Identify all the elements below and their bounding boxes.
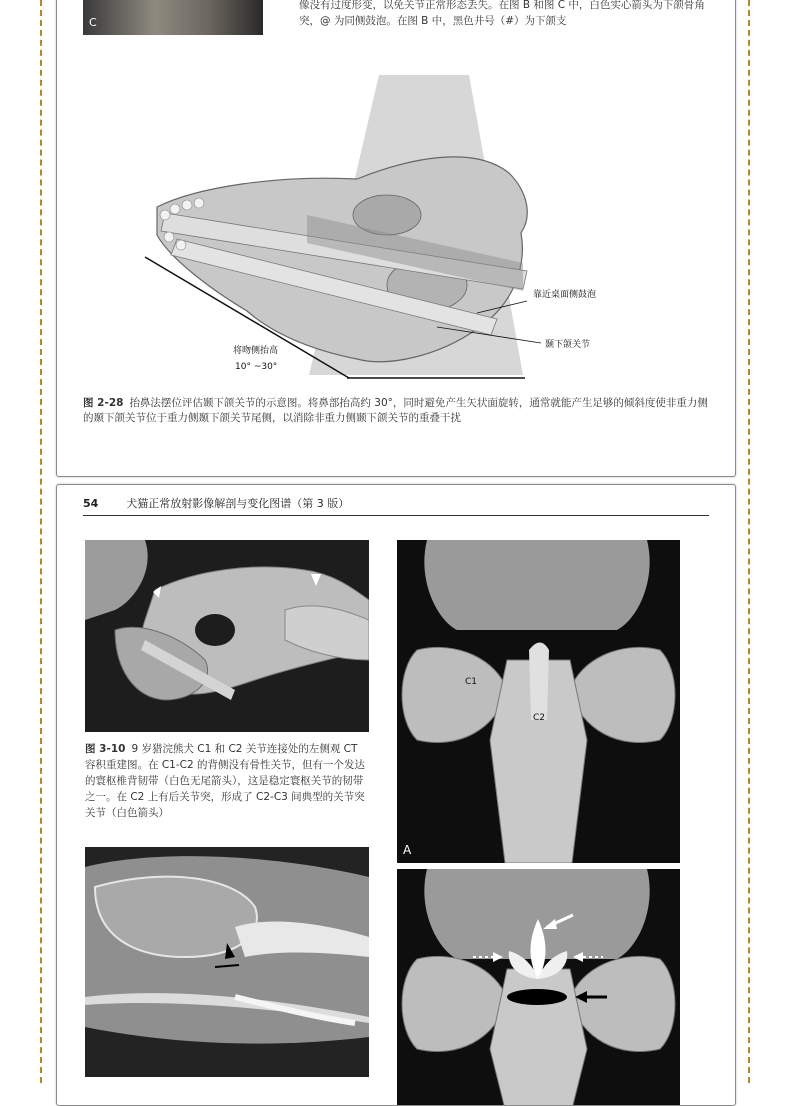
ct-lateral-reconstruction (85, 540, 369, 732)
label-c1: C1 (465, 677, 478, 687)
label-angle: 10° ~30° (235, 362, 278, 372)
ct-dorsal-view-b (397, 869, 680, 1106)
binding-guide-left (40, 0, 42, 1083)
figure-2-28-caption (83, 396, 713, 426)
ct-sagittal-slice (85, 847, 369, 1077)
panel-letter-a: A (403, 843, 412, 857)
label-c2: C2 (533, 713, 546, 723)
panel-letter-c: C (89, 16, 97, 29)
ct-dorsal-view-a (397, 540, 680, 863)
page-top (56, 0, 736, 477)
figure-3-10-caption (85, 741, 371, 821)
figure-text: 9 岁猎浣熊犬 C1 和 C2 关节连接处的左侧观 CT 容积重建图。在 C1-C2 的背侧没有骨性关节，但有一个发达的寰枢椎背韧带（白色无尾箭头），这是稳定寰枢关节的韧带之一。在 C2 上有后关节突，形成了 C2-C3 间典型的关节突关节（白色箭头） (85, 743, 365, 819)
ct-image-fragment (83, 0, 263, 35)
figure-label: 图 2-28 (83, 397, 124, 409)
tmj-positioning-diagram (57, 75, 735, 395)
page-bottom (56, 484, 736, 1106)
running-title: 犬猫正常放射影像解剖与变化图谱（第 3 版） (126, 497, 350, 510)
label-tympanic-bulla: 靠近桌面侧鼓泡 (533, 290, 597, 300)
figure-label: 图 3-10 (85, 743, 126, 755)
label-tmj: 颞下颌关节 (545, 340, 591, 350)
figure-text: 抬鼻法摆位评估颞下颌关节的示意图。将鼻部抬高约 30°，同时避免产生矢状面旋转，通常就能产生足够的倾斜度使非重力侧的颞下颌关节位于重力侧颞下颌关节尾侧，以消除非重力侧颞下颌关节的重叠干扰 (83, 397, 708, 424)
label-rostral-raise: 将吻侧抬高 (233, 346, 279, 356)
continued-caption: 像没有过度形变，以免关节正常形态丢失。在图 B 和图 C 中，白色实心箭头为下颌骨角突，@ 为同侧鼓泡。在图 B 中，黑色井号（#）为下颌支 (299, 0, 705, 27)
running-header (83, 495, 709, 516)
binding-guide-right (748, 0, 750, 1083)
page-number: 54 (83, 497, 99, 510)
